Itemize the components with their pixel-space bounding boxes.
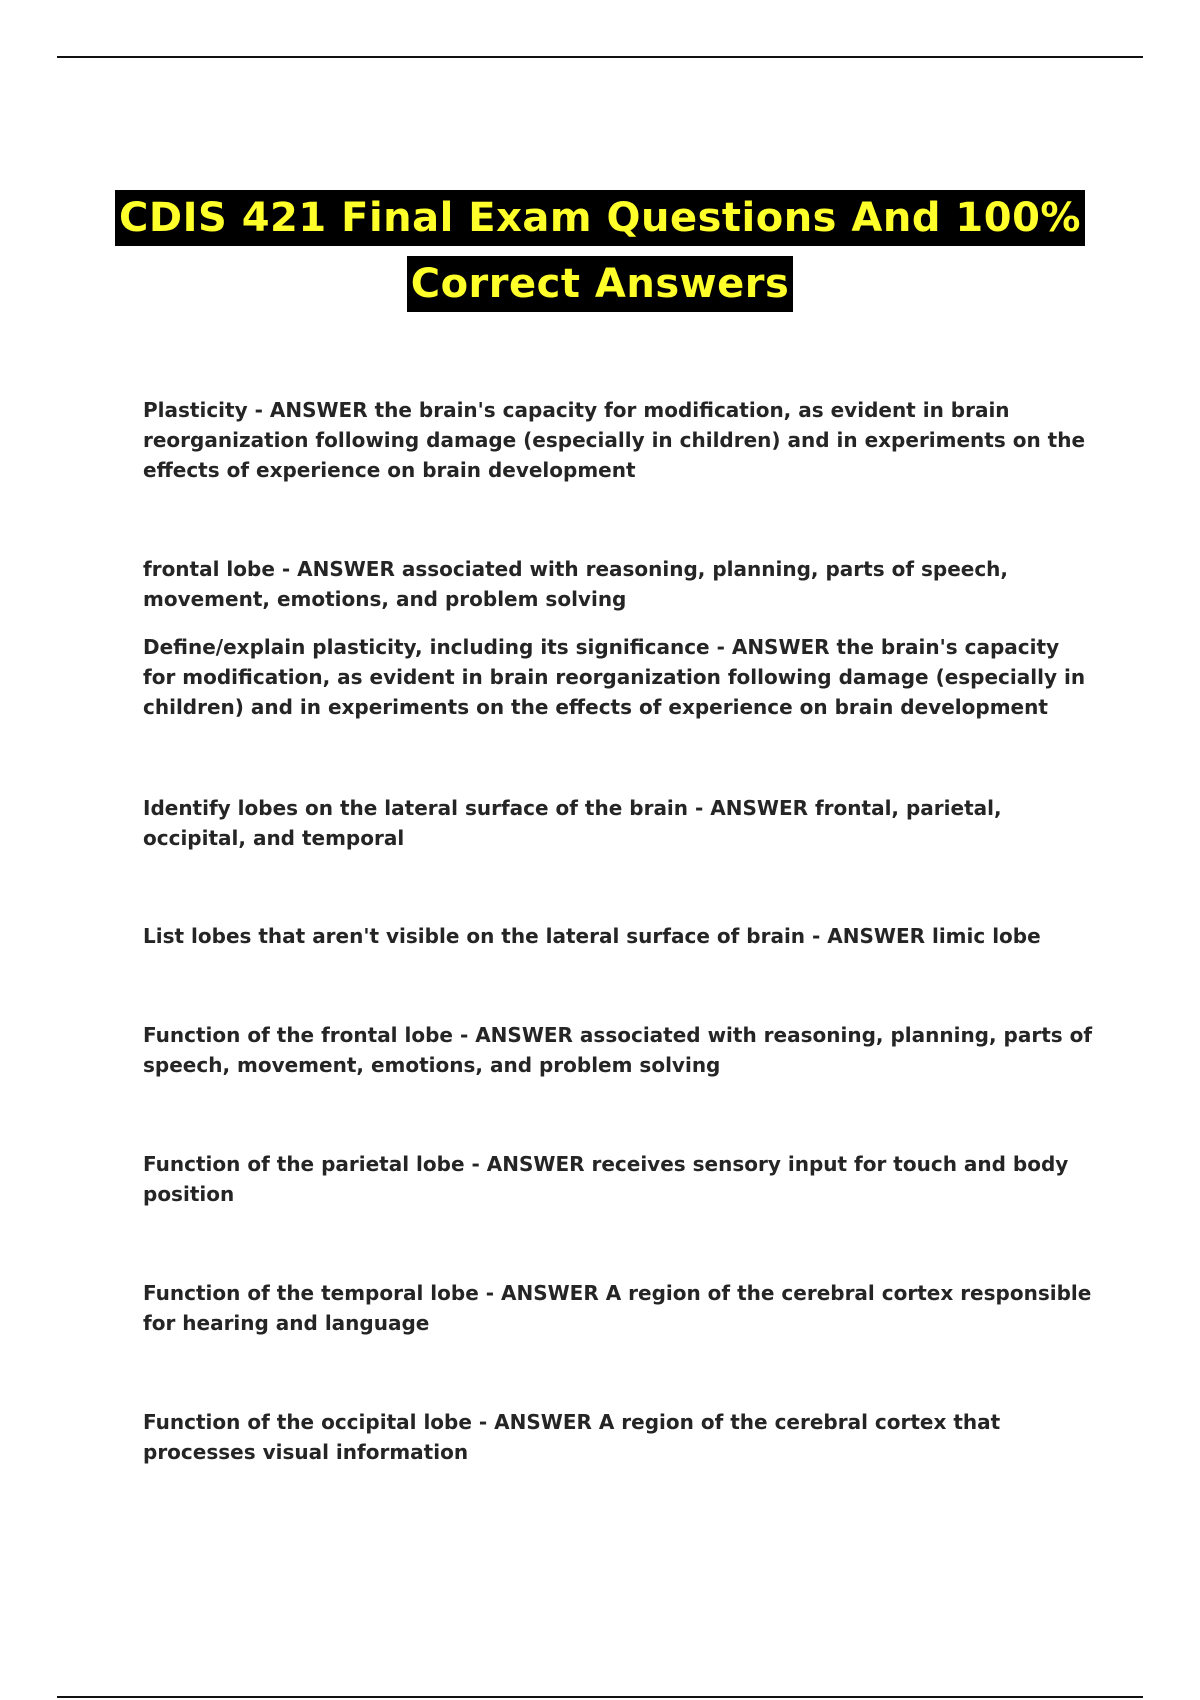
title-line-2: Correct Answers: [407, 256, 794, 312]
qa-item-frontal-lobe: frontal lobe - ANSWER associated with reasoning, planning, parts of speech, movement, emotions, and problem solving: [143, 557, 1009, 611]
qa-item-occipital-function: Function of the occipital lobe - ANSWER A region of the cerebral cortex that processes visual information: [143, 1410, 1001, 1464]
qa-item-lateral-lobes: Identify lobes on the lateral surface of the brain - ANSWER frontal, parietal, occipital, and temporal: [143, 796, 1002, 850]
bottom-rule: [57, 1696, 1143, 1698]
top-rule: [57, 56, 1143, 58]
qa-item-define-plasticity: Define/explain plasticity, including its significance - ANSWER the brain's capacity for modification, as evident in brain reorganization following damage (especially in children) and in experiments on the effects of experience on brain development: [143, 635, 1086, 719]
title-line-1: CDIS 421 Final Exam Questions And 100%: [115, 190, 1085, 246]
qa-item-hidden-lobes: List lobes that aren't visible on the lateral surface of brain - ANSWER limic lobe: [143, 924, 1041, 948]
document-title: [0, 190, 1200, 312]
qa-item-temporal-function: Function of the temporal lobe - ANSWER A region of the cerebral cortex responsible for hearing and language: [143, 1281, 1092, 1335]
qa-item-frontal-function: Function of the frontal lobe - ANSWER associated with reasoning, planning, parts of speech, movement, emotions, and problem solving: [143, 1023, 1093, 1077]
qa-item-plasticity: Plasticity - ANSWER the brain's capacity for modification, as evident in brain reorganization following damage (especially in children) and in experiments on the effects of experience on brain development: [143, 398, 1086, 482]
qa-item-parietal-function: Function of the parietal lobe - ANSWER receives sensory input for touch and body position: [143, 1152, 1069, 1206]
